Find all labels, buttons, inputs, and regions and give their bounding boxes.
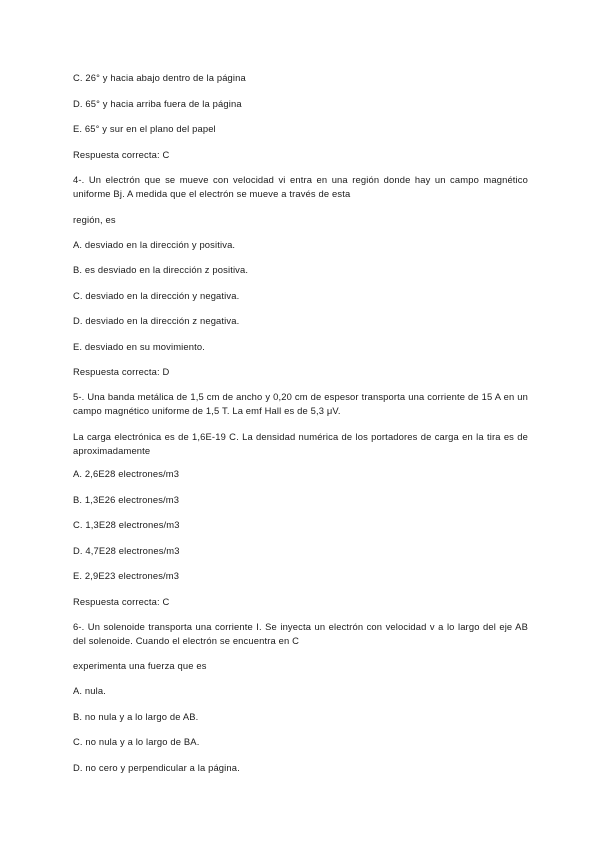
answer-option-e: E. desviado en su movimiento. xyxy=(73,341,206,352)
answer-option-b: B. 1,3E26 electrones/m3 xyxy=(73,494,180,505)
answer-option-d: D. no cero y perpendicular a la página. xyxy=(73,762,240,773)
question-6-continuation: experimenta una fuerza que es xyxy=(73,660,207,671)
answer-option-d: D. 4,7E28 electrones/m3 xyxy=(73,545,180,556)
question-4-continuation: región, es xyxy=(73,214,116,225)
answer-option-a: A. nula. xyxy=(73,685,106,696)
question-4-text: 4-. Un electrón que se mueve con velocidad vi entra en una región donde hay un campo magnético uniforme Bj. A medida que el electrón se mueve a través de esta xyxy=(73,174,528,199)
answer-option-b: B. no nula y a lo largo de AB. xyxy=(73,711,199,722)
answer-option-b: B. es desviado en la dirección z positiva. xyxy=(73,264,249,275)
question-6-text: 6-. Un solenoide transporta una corriente I. Se inyecta un electrón con velocidad v a lo largo del eje AB del solenoide. Cuando el electrón se encuentra en C xyxy=(73,621,528,646)
answer-option-a: A. 2,6E28 electrones/m3 xyxy=(73,468,180,479)
answer-option-d: D. desviado en la dirección z negativa. xyxy=(73,315,240,326)
answer-option-a: A. desviado en la dirección y positiva. xyxy=(73,239,236,250)
answer-option-e: E. 65° y sur en el plano del papel xyxy=(73,123,216,134)
correct-answer: Respuesta correcta: D xyxy=(73,366,170,377)
correct-answer: Respuesta correcta: C xyxy=(73,149,170,160)
answer-option-c: C. 1,3E28 electrones/m3 xyxy=(73,519,180,530)
answer-option-e: E. 2,9E23 electrones/m3 xyxy=(73,570,180,581)
answer-option-c: C. desviado en la dirección y negativa. xyxy=(73,290,240,301)
answer-option-d: D. 65° y hacia arriba fuera de la página xyxy=(73,98,242,109)
correct-answer: Respuesta correcta: C xyxy=(73,596,170,607)
answer-option-c: C. no nula y a lo largo de BA. xyxy=(73,736,200,747)
question-5-text: 5-. Una banda metálica de 1,5 cm de ancho y 0,20 cm de espesor transporta una corriente de 15 A en un campo magnético uniforme de 1,5 T. La emf Hall es de 5,3 μV. xyxy=(73,391,528,416)
question-5-continuation: La carga electrónica es de 1,6E-19 C. La densidad numérica de los portadores de carga en la tira es de aproximadamente xyxy=(73,431,528,456)
answer-option-c: C. 26° y hacia abajo dentro de la página xyxy=(73,72,246,83)
